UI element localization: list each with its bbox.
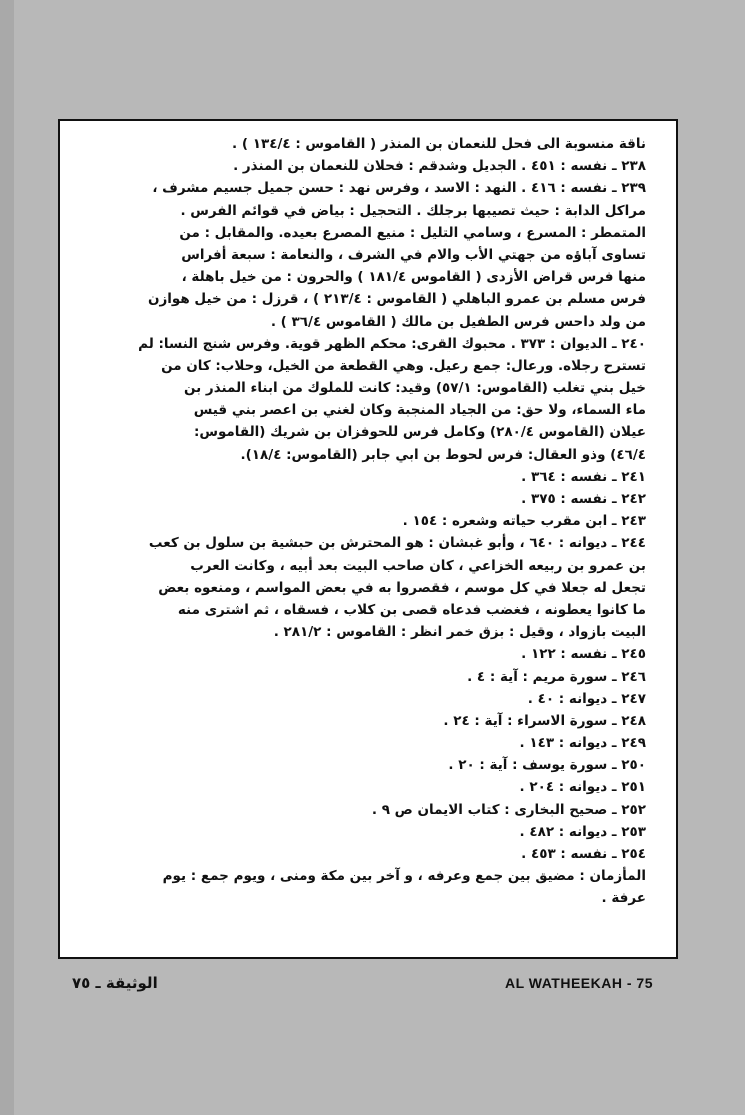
text-line: البيت بازواد ، وقيل : بزق خمر انظر : القاموس : ٢٨١/٢ .	[273, 624, 646, 641]
text-line: ٢٥٢ ـ صحيح البخارى : كتاب الايمان ص ٩ .	[371, 801, 646, 818]
text-line: ٢٤٧ ـ ديوانه : ٤٠ .	[527, 690, 646, 707]
text-line: ٤٦/٤) وذو العقال: فرس لحوط بن ابي جابر (القاموس: ١٨/٤).	[240, 446, 646, 463]
text-line: تساوى آباؤه من جهتي الأب والام في الشرف ، والنعامة : سبعة أفراس	[181, 246, 646, 263]
text-line: خيل بني تغلب (القاموس: ٥٧/١) وقيد: كانت للملوك من ابناء المنذر بن	[184, 380, 646, 397]
text-line: المتمطر : المسرع ، وسامي التليل : منيع المصرع بعيده. والمقابل : من	[179, 224, 646, 241]
text-line: عرفة .	[601, 890, 646, 907]
text-line: عيلان (القاموس ٢٨٠/٤) وكامل فرس للحوفزان بن شريك (القاموس:	[193, 424, 646, 441]
text-line: ٢٤٣ ـ ابن مقرب حياته وشعره : ١٥٤ .	[402, 513, 646, 530]
text-line: ٢٥٣ ـ ديوانه : ٤٨٢ .	[519, 823, 646, 840]
text-line: ٢٥٤ ـ نفسه : ٤٥٣ .	[521, 846, 646, 862]
text-line: ما كانوا يعطونه ، فغضب فدعاه قصى بن كلاب ، فسقاه ، ثم اشترى منه	[177, 601, 646, 618]
notes-body	[88, 133, 646, 910]
text-line: تسترح رجلاه. ورعال: جمع رعيل. وهي القطعة من الخيل، وحلاب: كان من	[161, 357, 646, 374]
page-edge	[0, 0, 14, 1115]
text-line: تجعل له جعلا في كل موسم ، فقصروا به في بعض المواسم ، ومنعوه بعض	[158, 579, 646, 596]
text-line: مراكل الدابة : حيث تصيبها برجلك . التحجيل : بياض في قوائم الفرس .	[180, 202, 646, 219]
text-line: ماء السماء، ولا حق: من الجياد المنجبة وكان لغني بن اعصر بني قيس	[193, 402, 646, 419]
text-line: ٢٤٨ ـ سورة الاسراء : آية : ٢٤ .	[443, 712, 646, 729]
text-frame	[58, 119, 678, 959]
text-line: ٢٤١ ـ نفسه : ٣٦٤ .	[521, 468, 646, 485]
text-line: ٢٣٩ ـ نفسه : ٤١٦ . النهد : الاسد ، وفرس نهد : حسن جميل جسيم مشرف ،	[152, 180, 646, 197]
text-line: فرس مسلم بن عمرو الباهلي ( القاموس : ٢١٣/٤ ) ، قرزل : من خيل هوازن	[147, 291, 646, 308]
text-line: ٢٤٥ ـ نفسه : ١٢٢ .	[521, 646, 646, 663]
text-line: ٢٥٠ ـ سورة يوسف : آية : ٢٠ .	[448, 757, 646, 774]
text-line: منها فرس قراض الأزدى ( القاموس ١٨١/٤ ) والحرون : من خيل باهلة ،	[181, 269, 646, 286]
text-line: من ولد داحس فرس الطفيل بن مالك ( القاموس ٣٦/٤ ) .	[270, 313, 646, 330]
text-line: ٢٤٢ ـ نفسه : ٣٧٥ .	[521, 491, 646, 507]
text-line: ٢٤٩ ـ ديوانه : ١٤٣ .	[519, 735, 646, 752]
text-line: ٢٤٦ ـ سورة مريم : آية : ٤ .	[467, 668, 646, 685]
text-line: ٢٥١ ـ ديوانه : ٢٠٤ .	[519, 779, 646, 796]
text-line: بن عمرو بن ربيعه الخزاعي ، كان صاحب البيت بعد أبيه ، وكانت العرب	[190, 557, 646, 574]
text-line: ٢٣٨ ـ نفسه : ٤٥١ . الجديل وشدقم : فحلان للنعمان بن المنذر .	[233, 158, 646, 175]
text-line: ٢٤٠ ـ الديوان : ٣٧٣ . محبوك القرى: محكم الظهر قوية. وفرس شنج النسا: لم	[138, 335, 646, 352]
text-line: ناقة منسوبة الى فحل للنعمان بن المنذر ( القاموس : ١٣٤/٤ ) .	[232, 136, 646, 152]
footer-latin-page-number: AL WATHEEKAH - 75	[505, 975, 653, 991]
text-line: ٢٤٤ ـ ديوانه : ٦٤٠ ، وأبو غبشان : هو المحترش بن حبشية بن سلول بن كعب	[148, 535, 646, 552]
footer-arabic-page-number: الوثيقة ـ ٧٥	[72, 974, 158, 992]
text-line: المأزمان : مضيق بين جمع وعرفه ، و آخر بين مكة ومنى ، ويوم جمع : يوم	[162, 868, 646, 885]
